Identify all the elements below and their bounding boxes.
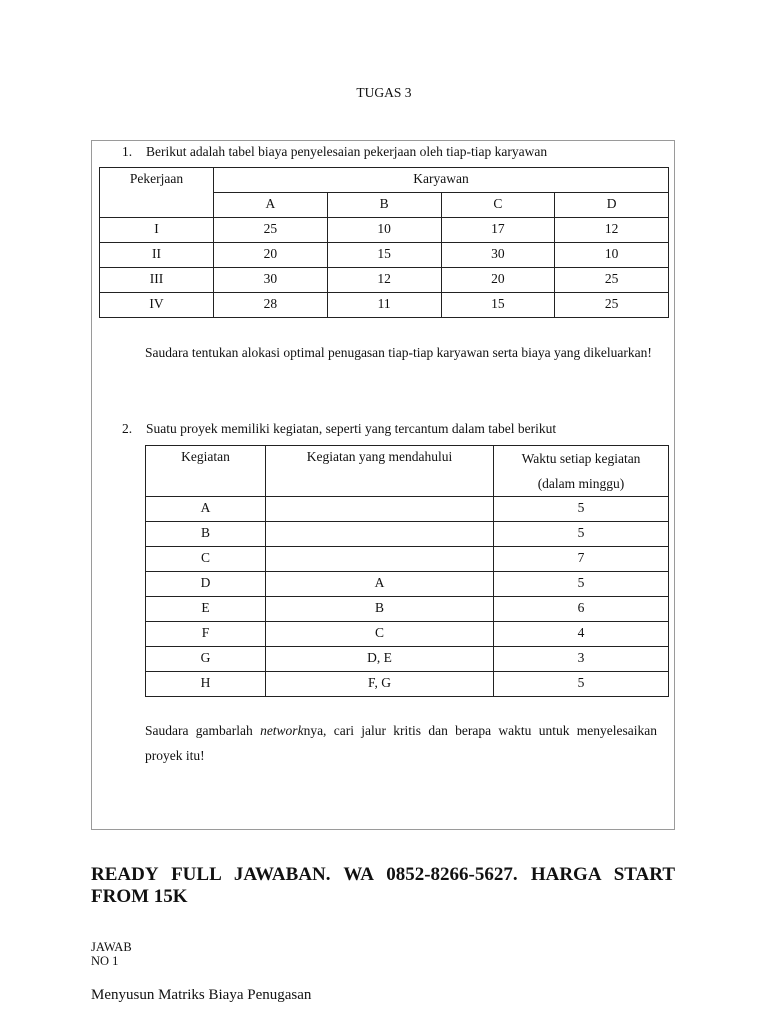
answer-label-line-1: JAWAB <box>91 940 132 954</box>
job-cell: II <box>100 243 214 268</box>
activity-cell: A <box>146 497 266 522</box>
question-1-instruction-text: Saudara tentukan alokasi optimal penugasan tiap-tiap karyawan serta biaya yang dikeluarkan! <box>145 345 652 360</box>
table-row <box>146 647 669 672</box>
predecessor-cell <box>266 522 494 547</box>
cost-table <box>99 167 669 318</box>
predecessor-cell: D, E <box>266 647 494 672</box>
header-duration-unit: (dalam minggu) <box>537 476 625 491</box>
activity-cell: G <box>146 647 266 672</box>
predecessor-cell <box>266 547 494 572</box>
header-employee: D <box>555 193 669 218</box>
question-2-instruction-pre: Saudara gambarlah <box>145 723 261 738</box>
cost-cell: 25 <box>214 218 328 243</box>
header-duration <box>494 446 669 497</box>
question-2-instruction-em: network <box>260 723 304 738</box>
promo-banner: READY FULL JAWABAN. WA 0852-8266-5627. HARGA START FROM 15K <box>91 864 675 907</box>
header-predecessor: Kegiatan yang mendahului <box>266 446 494 497</box>
table-row <box>146 547 669 572</box>
activity-cell: D <box>146 572 266 597</box>
activity-cell: F <box>146 622 266 647</box>
table-row <box>146 597 669 622</box>
answer-label <box>91 940 132 968</box>
job-cell: IV <box>100 293 214 318</box>
cost-cell: 20 <box>441 268 555 293</box>
cost-cell: 30 <box>441 243 555 268</box>
header-kegiatan: Kegiatan <box>146 446 266 497</box>
header-karyawan: Karyawan <box>214 168 669 193</box>
duration-cell: 5 <box>494 522 669 547</box>
activity-cell: C <box>146 547 266 572</box>
predecessor-cell: A <box>266 572 494 597</box>
activity-cell: H <box>146 672 266 697</box>
job-cell: I <box>100 218 214 243</box>
duration-cell: 7 <box>494 547 669 572</box>
table-row <box>100 218 669 243</box>
header-duration-title: Waktu setiap kegiatan <box>521 451 641 466</box>
question-2-instruction <box>145 718 657 768</box>
header-pekerjaan: Pekerjaan <box>100 168 214 218</box>
table-row <box>100 243 669 268</box>
cost-cell: 25 <box>555 293 669 318</box>
question-1-instruction <box>145 340 667 365</box>
table-row <box>146 622 669 647</box>
cost-cell: 10 <box>327 218 441 243</box>
header-employee: A <box>214 193 328 218</box>
duration-cell: 4 <box>494 622 669 647</box>
question-2-instruction-post: nya, cari jalur kritis dan berapa waktu untuk menyelesaikan proyek itu! <box>145 723 657 763</box>
document-title: TUGAS 3 <box>356 85 412 100</box>
predecessor-cell <box>266 497 494 522</box>
duration-cell: 5 <box>494 497 669 522</box>
table-row <box>146 522 669 547</box>
cost-cell: 12 <box>555 218 669 243</box>
cost-cell: 20 <box>214 243 328 268</box>
cost-cell: 15 <box>327 243 441 268</box>
cost-cell: 28 <box>214 293 328 318</box>
header-employee: B <box>327 193 441 218</box>
table-row <box>100 293 669 318</box>
table-row <box>146 497 669 522</box>
question-2-number: 2. <box>122 421 133 436</box>
cost-cell: 15 <box>441 293 555 318</box>
cost-cell: 11 <box>327 293 441 318</box>
duration-cell: 5 <box>494 672 669 697</box>
table-row <box>100 268 669 293</box>
predecessor-cell: F, G <box>266 672 494 697</box>
question-2 <box>122 420 556 438</box>
assignment-box <box>91 140 675 830</box>
cost-cell: 17 <box>441 218 555 243</box>
cost-cell: 10 <box>555 243 669 268</box>
activity-cell: E <box>146 597 266 622</box>
activity-table <box>145 445 669 697</box>
cost-cell: 25 <box>555 268 669 293</box>
cost-cell: 12 <box>327 268 441 293</box>
answer-label-line-2: NO 1 <box>91 954 119 968</box>
table-row <box>146 572 669 597</box>
activity-cell: B <box>146 522 266 547</box>
question-2-text: Suatu proyek memiliki kegiatan, seperti yang tercantum dalam tabel berikut <box>146 421 557 436</box>
question-1 <box>122 143 547 161</box>
question-1-text: Berikut adalah tabel biaya penyelesaian pekerjaan oleh tiap-tiap karyawan <box>146 144 548 159</box>
predecessor-cell: B <box>266 597 494 622</box>
duration-cell: 6 <box>494 597 669 622</box>
predecessor-cell: C <box>266 622 494 647</box>
table-row <box>146 672 669 697</box>
header-employee: C <box>441 193 555 218</box>
duration-cell: 5 <box>494 572 669 597</box>
job-cell: III <box>100 268 214 293</box>
section-heading: Menyusun Matriks Biaya Penugasan <box>91 987 312 1003</box>
duration-cell: 3 <box>494 647 669 672</box>
question-1-number: 1. <box>122 144 133 159</box>
cost-cell: 30 <box>214 268 328 293</box>
